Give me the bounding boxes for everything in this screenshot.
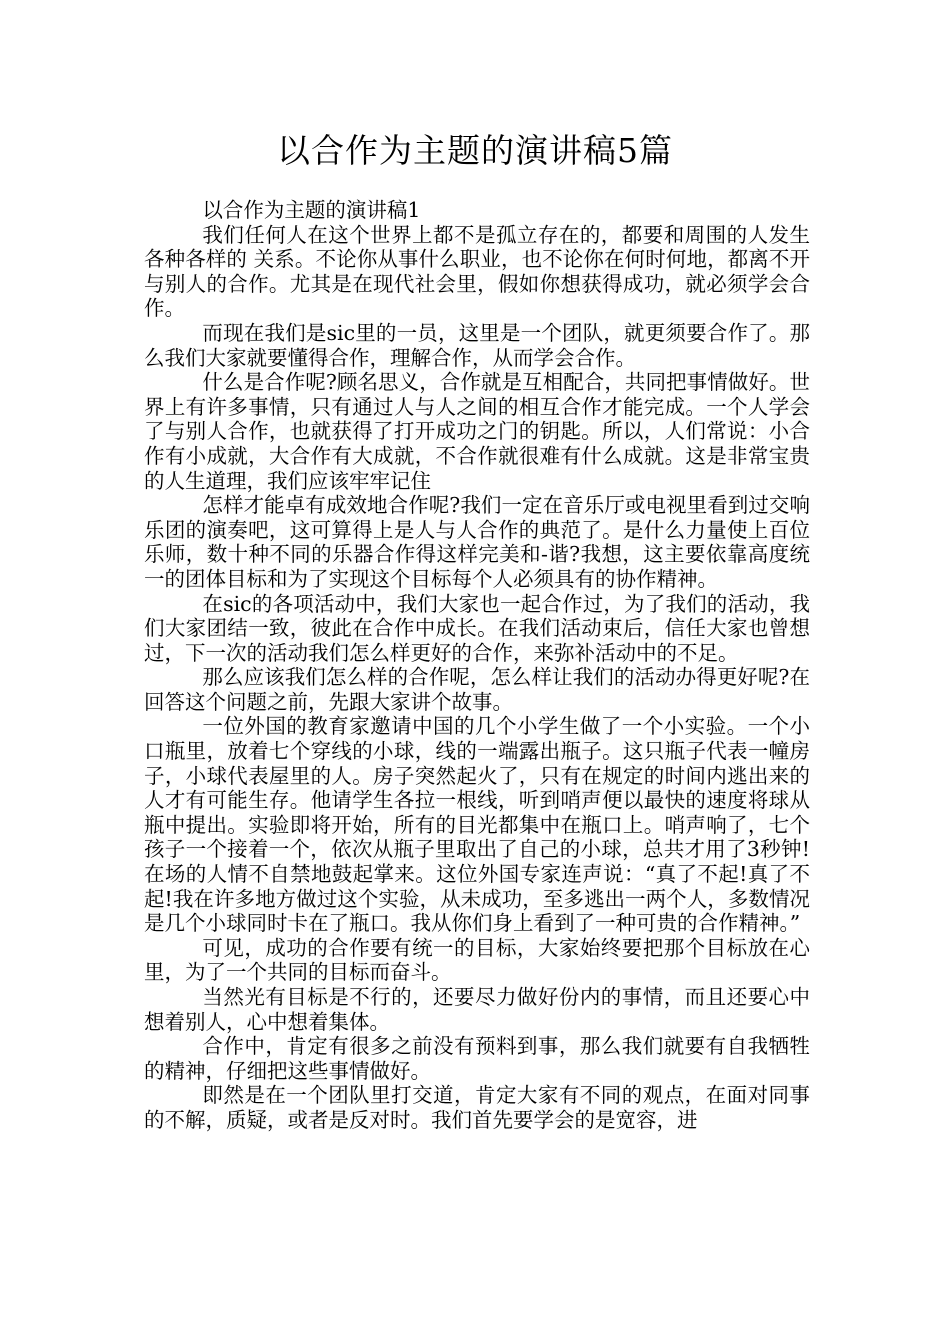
paragraph: 即然是在一个团队里打交道，肯定大家有不同的观点，在面对同事的不解，质疑，或者是反对时。我们首先要学会的是宽容，进 <box>144 1083 810 1132</box>
paragraph: 可见，成功的合作要有统一的目标，大家始终要把那个目标放在心里，为了一个共同的目标而奋斗。 <box>144 935 810 985</box>
document-body <box>144 198 810 1133</box>
paragraph: 合作中，肯定有很多之前没有预料到事，那么我们就要有自我牺牲的精神，仔细把这些事情做好。 <box>144 1034 810 1083</box>
paragraph: 而现在我们是sic里的一员，这里是一个团队，就更须要合作了。那么我们大家就要懂得合作，理解合作，从而学会合作。 <box>144 320 810 370</box>
paragraph: 在sic的各项活动中，我们大家也一起合作过，为了我们的活动，我们大家团结一致，彼此在合作中成长。在我们活动束后，信任大家也曾想过，下一次的活动我们怎么样更好的合作，来弥补活动中的不足。 <box>144 591 810 665</box>
section-heading: 以合作为主题的演讲稿1 <box>202 198 421 222</box>
paragraph: 我们任何人在这个世界上都不是孤立存在的，都要和周围的人发生各种各样的 关系。不论你从事什么职业，也不论你在何时何地，都离不开与别人的合作。尤其是在现代社会里，假如你想获得成功，就必须学会合作。 <box>144 222 810 321</box>
paragraph: 什么是合作呢?顾名思义，合作就是互相配合，共同把事情做好。世界上有许多事情，只有通过人与人之间的相互合作才能完成。一个人学会了与别人合作，也就获得了打开成功之门的钥匙。所以，人们常说：小合作有小成就，大合作有大成就，不合作就很难有什么成就。这是非常宝贵的人生道理，我们应该牢牢记住 <box>144 370 810 493</box>
paragraph: 当然光有目标是不行的，还要尽力做好份内的事情，而且还要心中想着别人，心中想着集体。 <box>144 985 810 1034</box>
paragraph: 怎样才能卓有成效地合作呢?我们一定在音乐厅或电视里看到过交响乐团的演奏吧，这可算得上是人与人合作的典范了。是什么力量使上百位乐师，数十种不同的乐器合作得这样完美和-谐?我想，这主要依靠高度统一的团体目标和为了实现这个目标每个人必须具有的协作精神。 <box>144 493 810 591</box>
document-title: 以合作为主题的演讲稿5篇 <box>277 131 673 170</box>
paragraph: 那么应该我们怎么样的合作呢，怎么样让我们的活动办得更好呢?在回答这个问题之前，先跟大家讲个故事。 <box>144 665 810 714</box>
paragraph: 一位外国的教育家邀请中国的几个小学生做了一个小实验。一个小口瓶里，放着七个穿线的小球，线的一端露出瓶子。这只瓶子代表一幢房子，小球代表屋里的人。房子突然起火了，只有在规定的时间内逃出来的人才有可能生存。他请学生各拉一根线，听到哨声便以最快的速度将球从瓶中提出。实验即将开始，所有的目光都集中在瓶口上。哨声响了，七个孩子一个接着一个，依次从瓶子里取出了自己的小球，总共才用了3秒钟!在场的人情不自禁地鼓起掌来。这位外国专家连声说：“真了不起!真了不起!我在许多地方做过这个实验，从未成功，至多逃出一两个人，多数情况是几个小球同时卡在了瓶口。我从你们身上看到了一种可贵的合作精神。” <box>144 714 810 936</box>
